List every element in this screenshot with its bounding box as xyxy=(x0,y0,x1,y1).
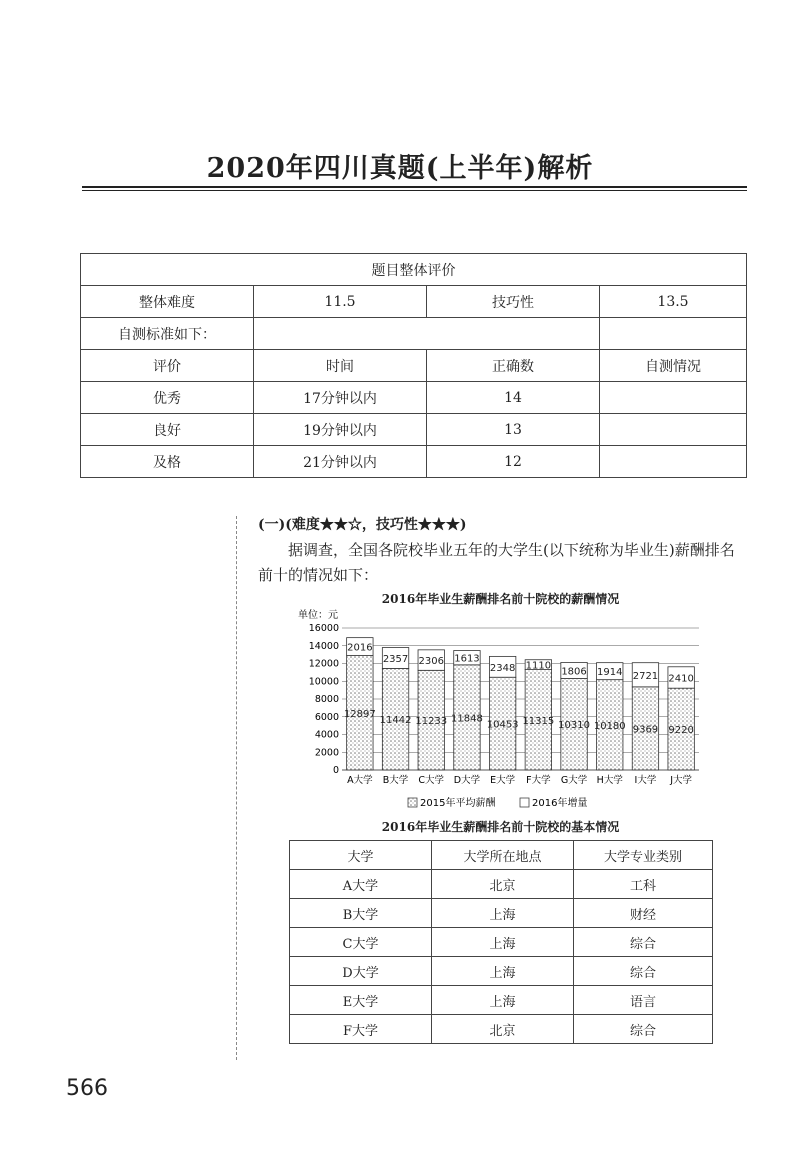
uni-category: 综合 xyxy=(574,957,713,986)
bar-label-increment: 2016 xyxy=(347,642,373,654)
uni-location: 上海 xyxy=(432,986,574,1015)
x-tick-label: E大学 xyxy=(490,775,516,786)
y-tick-label: 16000 xyxy=(308,623,339,634)
bar-label-2015: 12897 xyxy=(343,708,376,720)
x-tick-label: B大学 xyxy=(382,775,409,786)
uni-category: 财经 xyxy=(574,899,713,928)
uni-location: 上海 xyxy=(432,928,574,957)
x-tick-label: G大学 xyxy=(560,775,588,786)
column-header: 自测情况 xyxy=(600,350,747,382)
level-cell: 良好 xyxy=(81,414,254,446)
uni-category: 综合 xyxy=(574,1015,713,1044)
page-number: 566 xyxy=(66,1076,108,1101)
uni-header-row xyxy=(290,841,713,870)
skill-label: 技巧性 xyxy=(427,286,600,318)
uni-category: 语言 xyxy=(574,986,713,1015)
table-row xyxy=(290,986,713,1015)
uni-location: 上海 xyxy=(432,899,574,928)
bar-label-2015: 10310 xyxy=(558,720,590,732)
y-tick-label: 12000 xyxy=(308,658,339,670)
evaluation-table xyxy=(80,253,747,478)
legend-item-2015: 2015年平均薪酬 xyxy=(420,798,496,809)
table-row xyxy=(81,446,747,478)
eval-columns-row xyxy=(81,350,747,382)
self-test-cell xyxy=(600,382,747,414)
empty-cell xyxy=(254,318,600,350)
uni-category: 综合 xyxy=(574,928,713,957)
uni-name: F大学 xyxy=(290,1015,432,1044)
y-tick-label: 4000 xyxy=(314,729,339,741)
bar-label-2015: 9369 xyxy=(632,724,659,736)
bar-label-2015: 10180 xyxy=(593,720,626,732)
y-axis xyxy=(309,623,339,776)
question-heading: (一)(难度★★☆，技巧性★★★) xyxy=(258,517,467,533)
column-header: 正确数 xyxy=(427,350,600,382)
time-cell: 19分钟以内 xyxy=(254,414,427,446)
table-row xyxy=(290,928,713,957)
salary-bar-chart xyxy=(258,604,708,816)
y-tick-label: 2000 xyxy=(314,747,339,759)
self-test-cell xyxy=(600,446,747,478)
uni-name: E大学 xyxy=(290,986,432,1015)
table-row xyxy=(290,957,713,986)
bar-label-increment: 1110 xyxy=(525,660,552,672)
level-cell: 及格 xyxy=(81,446,254,478)
uni-name: B大学 xyxy=(290,899,432,928)
bar-label-increment: 2410 xyxy=(668,673,694,685)
bar-label-2015: 11233 xyxy=(415,716,448,728)
column-header: 时间 xyxy=(254,350,427,382)
correct-cell: 14 xyxy=(427,382,600,414)
x-tick-label: D大学 xyxy=(453,775,481,786)
chart-title: 2016年毕业生薪酬排名前十院校的薪酬情况 xyxy=(381,592,620,606)
legend xyxy=(408,796,587,809)
legend-swatch-2016 xyxy=(520,798,529,807)
y-tick-label: 14000 xyxy=(308,640,339,652)
uni-location: 北京 xyxy=(432,870,574,899)
y-tick-label: 8000 xyxy=(314,694,339,705)
table-row xyxy=(290,899,713,928)
x-tick-label: J大学 xyxy=(670,775,693,786)
uni-name: D大学 xyxy=(290,957,432,986)
table-row xyxy=(81,382,747,414)
bar-label-2015: 11442 xyxy=(379,715,412,727)
university-table xyxy=(289,840,713,1044)
bar-label-increment: 1613 xyxy=(454,653,480,665)
bar-label-increment: 2348 xyxy=(489,662,516,674)
table-row xyxy=(290,870,713,899)
empty-cell xyxy=(600,318,747,350)
difficulty-label: 整体难度 xyxy=(81,286,254,318)
column-header: 评价 xyxy=(81,350,254,382)
uni-location: 上海 xyxy=(432,957,574,986)
bar-label-2015: 9220 xyxy=(668,725,694,737)
bar-label-increment: 1806 xyxy=(561,666,587,678)
title-rule xyxy=(82,190,747,191)
level-cell: 优秀 xyxy=(81,382,254,414)
x-axis xyxy=(347,774,692,786)
uni-name: C大学 xyxy=(290,928,432,957)
x-tick-label: A大学 xyxy=(347,775,373,786)
bar-label-increment: 1914 xyxy=(597,667,623,679)
bar-label-2015: 10453 xyxy=(486,719,519,731)
column-header: 大学所在地点 xyxy=(432,841,574,870)
x-tick-label: F大学 xyxy=(526,775,551,786)
eval-header: 题目整体评价 xyxy=(81,254,747,286)
eval-row xyxy=(81,286,747,318)
page-title: 2020年四川真题(上半年)解析 xyxy=(206,153,594,184)
question-text: 据调查，全国各院校毕业五年的大学生(以下统称为毕业生)薪酬排名前十的情况如下： xyxy=(258,541,735,584)
section-bracket xyxy=(236,516,247,1060)
bar-label-2015: 11848 xyxy=(451,713,483,725)
self-test-cell xyxy=(600,414,747,446)
uni-name: A大学 xyxy=(290,870,432,899)
y-tick-label: 6000 xyxy=(314,711,339,723)
x-tick-label: C大学 xyxy=(418,775,445,786)
standard-label: 自测标准如下： xyxy=(81,318,254,350)
legend-swatch-2015 xyxy=(408,798,417,807)
x-tick-label: H大学 xyxy=(596,775,623,786)
skill-value: 13.5 xyxy=(600,286,747,318)
correct-cell: 13 xyxy=(427,414,600,446)
eval-row xyxy=(81,318,747,350)
table-row xyxy=(290,1015,713,1044)
y-tick-label: 0 xyxy=(332,765,339,776)
y-tick-label: 10000 xyxy=(308,676,339,688)
bar-label-2015: 11315 xyxy=(522,715,555,727)
bar-label-increment: 2306 xyxy=(418,656,444,668)
bars xyxy=(344,638,694,770)
bar-label-increment: 2721 xyxy=(632,670,659,682)
bar-label-increment: 2357 xyxy=(382,653,409,665)
difficulty-value: 11.5 xyxy=(254,286,427,318)
time-cell: 17分钟以内 xyxy=(254,382,427,414)
title-rule xyxy=(82,186,747,188)
uni-location: 北京 xyxy=(432,1015,574,1044)
y-axis-label: 单位：元 xyxy=(298,610,338,621)
time-cell: 21分钟以内 xyxy=(254,446,427,478)
correct-cell: 12 xyxy=(427,446,600,478)
legend-item-2016: 2016年增量 xyxy=(532,798,588,809)
x-tick-label: I大学 xyxy=(634,775,657,786)
column-header: 大学专业类别 xyxy=(574,841,713,870)
uni-category: 工科 xyxy=(574,870,713,899)
column-header: 大学 xyxy=(290,841,432,870)
eval-header-row xyxy=(81,254,747,286)
table-title: 2016年毕业生薪酬排名前十院校的基本情况 xyxy=(381,820,620,834)
table-row xyxy=(81,414,747,446)
